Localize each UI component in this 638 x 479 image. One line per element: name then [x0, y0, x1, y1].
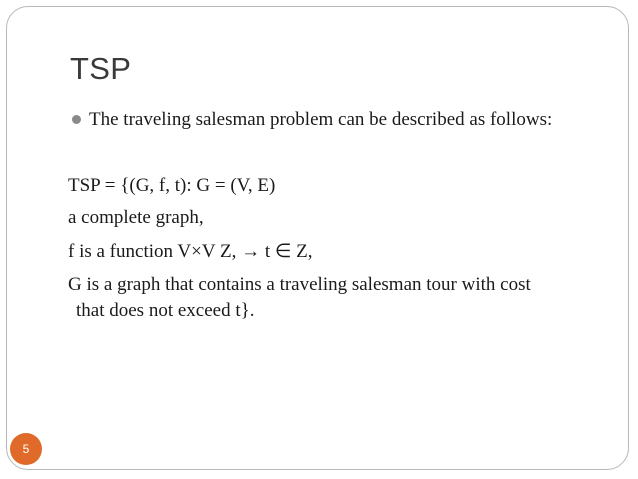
bullet-text: The traveling salesman problem can be described as follows:	[89, 109, 553, 130]
definition-line-3: f is a function V×V Z, → t ∈ Z,	[68, 241, 313, 262]
definition-line-2: a complete graph,	[68, 207, 204, 228]
slide-title: TSP	[70, 51, 132, 86]
definition-line-4: G is a graph that contains a traveling salesman tour with cost	[68, 274, 531, 295]
bullet-item	[72, 109, 552, 131]
page-number-badge	[10, 433, 42, 465]
page-number: 5	[22, 442, 30, 456]
bullet-icon	[72, 115, 81, 124]
definition-line-1: TSP = {(G, f, t): G = (V, E)	[68, 175, 276, 196]
definition-line-5: that does not exceed t}.	[76, 300, 255, 321]
